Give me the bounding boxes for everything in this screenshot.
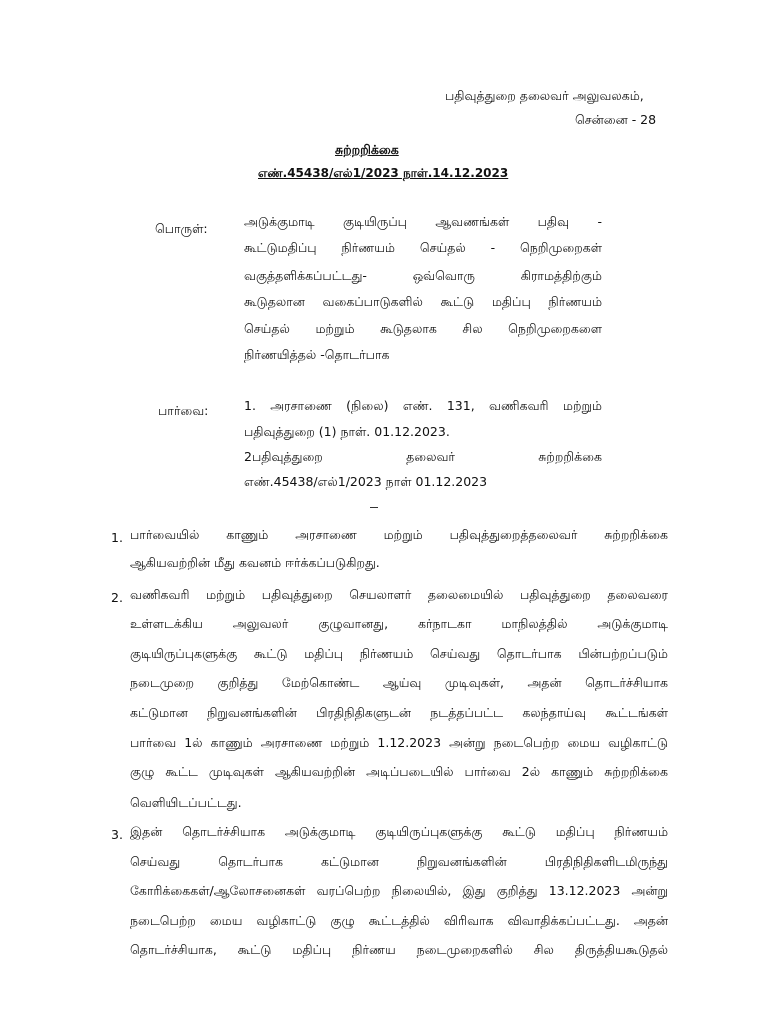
paragraph-number: 1. [111, 530, 123, 545]
paragraph-line: உள்ளடக்கிய அலுவலர் குழுவானது, கர்நாடகா மாநிலத்தில் அடுக்குமாடி [130, 616, 668, 631]
paragraph-line: வணிகவரி மற்றும் பதிவுத்துறை செயலாளர் தலைமையில் பதிவுத்துறை தலைவரை [130, 587, 668, 602]
paragraph-line: கோரிக்கைகள்/ஆலோசனைகள் வரப்பெற்ற நிலையில், இது குறித்து 13.12.2023 அன்று [130, 883, 668, 898]
separator-dash [370, 507, 378, 508]
subject-line: வகுத்தளிக்கப்பட்டது- ஒவ்வொரு கிராமத்திற்கும் [244, 268, 602, 283]
reference-line: பதிவுத்துறை (1) நாள். 01.12.2023. [244, 424, 450, 439]
paragraph-line: ஆகியவற்றின் மீது கவனம் ஈர்க்கப்படுகிறது. [130, 555, 380, 570]
paragraph-number: 3. [111, 827, 123, 842]
document-reference: எண்.45438/எல்1/2023 நாள்.14.12.2023 [258, 166, 509, 180]
reference-line: 2பதிவுத்துறை தலைவர் சுற்றறிக்கை [244, 449, 602, 464]
subject-line: செய்தல் மற்றும் கூடுதலாக சில நெறிமுறைகளை [244, 321, 602, 336]
paragraph-line: இதன் தொடர்ச்சியாக அடுக்குமாடி குடியிருப்புகளுக்கு கூட்டு மதிப்பு நிர்ணயம் [130, 824, 668, 839]
paragraph-line: செய்வது தொடர்பாக கட்டுமான நிறுவனங்களின் பிரதிநிதிகளிடமிருந்து [130, 854, 668, 869]
paragraph-line: குழு கூட்ட முடிவுகள் ஆகியவற்றின் அடிப்படையில் பார்வை 2ல் காணும் சுற்றறிக்கை [130, 764, 668, 779]
subject-label: பொருள்: [155, 221, 208, 236]
office-city: சென்னை - 28 [575, 112, 657, 127]
subject-line: நிர்ணயித்தல் -தொடர்பாக [244, 347, 390, 362]
paragraph-line: குடியிருப்புகளுக்கு கூட்டு மதிப்பு நிர்ணயம் செய்வது தொடர்பாக பின்பற்றப்படும் [130, 646, 668, 661]
paragraph-line: பார்வையில் காணும் அரசாணை மற்றும் பதிவுத்துறைத்தலைவர் சுற்றறிக்கை [130, 527, 668, 542]
document-title: சுற்றறிக்கை [335, 142, 399, 157]
paragraph-line: நடைபெற்ற மைய வழிகாட்டு குழு கூட்டத்தில் விரிவாக விவாதிக்கப்பட்டது. அதன் [130, 913, 668, 928]
paragraph-number: 2. [111, 590, 123, 605]
office-name: பதிவுத்துறை தலைவர் அலுவலகம், [445, 88, 644, 103]
paragraph-line: தொடர்ச்சியாக, கூட்டு மதிப்பு நிர்ணய நடைமுறைகளில் சில திருத்தியகூடுதல் [130, 942, 668, 957]
reference-line: 1. அரசாணை (நிலை) எண். 131, வணிகவரி மற்றும் [244, 398, 602, 413]
paragraph-line: கட்டுமான நிறுவனங்களின் பிரதிநிதிகளுடன் நடத்தப்பட்ட கலந்தாய்வு கூட்டங்கள் [130, 705, 668, 720]
paragraph-line: நடைமுறை குறித்து மேற்கொண்ட ஆய்வு முடிவுகள், அதன் தொடர்ச்சியாக [130, 675, 668, 690]
reference-line: எண்.45438/எல்1/2023 நாள் 01.12.2023 [244, 474, 488, 489]
subject-line: கூடுதலான வகைப்பாடுகளில் கூட்டு மதிப்பு நிர்ணயம் [244, 294, 602, 309]
paragraph-line: வெளியிடப்பட்டது. [130, 795, 242, 810]
subject-line: அடுக்குமாடி குடியிருப்பு ஆவணங்கள் பதிவு - [244, 214, 602, 229]
paragraph-line: பார்வை 1ல் காணும் அரசாணை மற்றும் 1.12.2023 அன்று நடைபெற்ற மைய வழிகாட்டு [130, 735, 668, 750]
subject-line: கூட்டுமதிப்பு நிர்ணயம் செய்தல் - நெறிமுறைகள் [244, 240, 602, 255]
reference-label: பார்வை: [158, 403, 209, 418]
